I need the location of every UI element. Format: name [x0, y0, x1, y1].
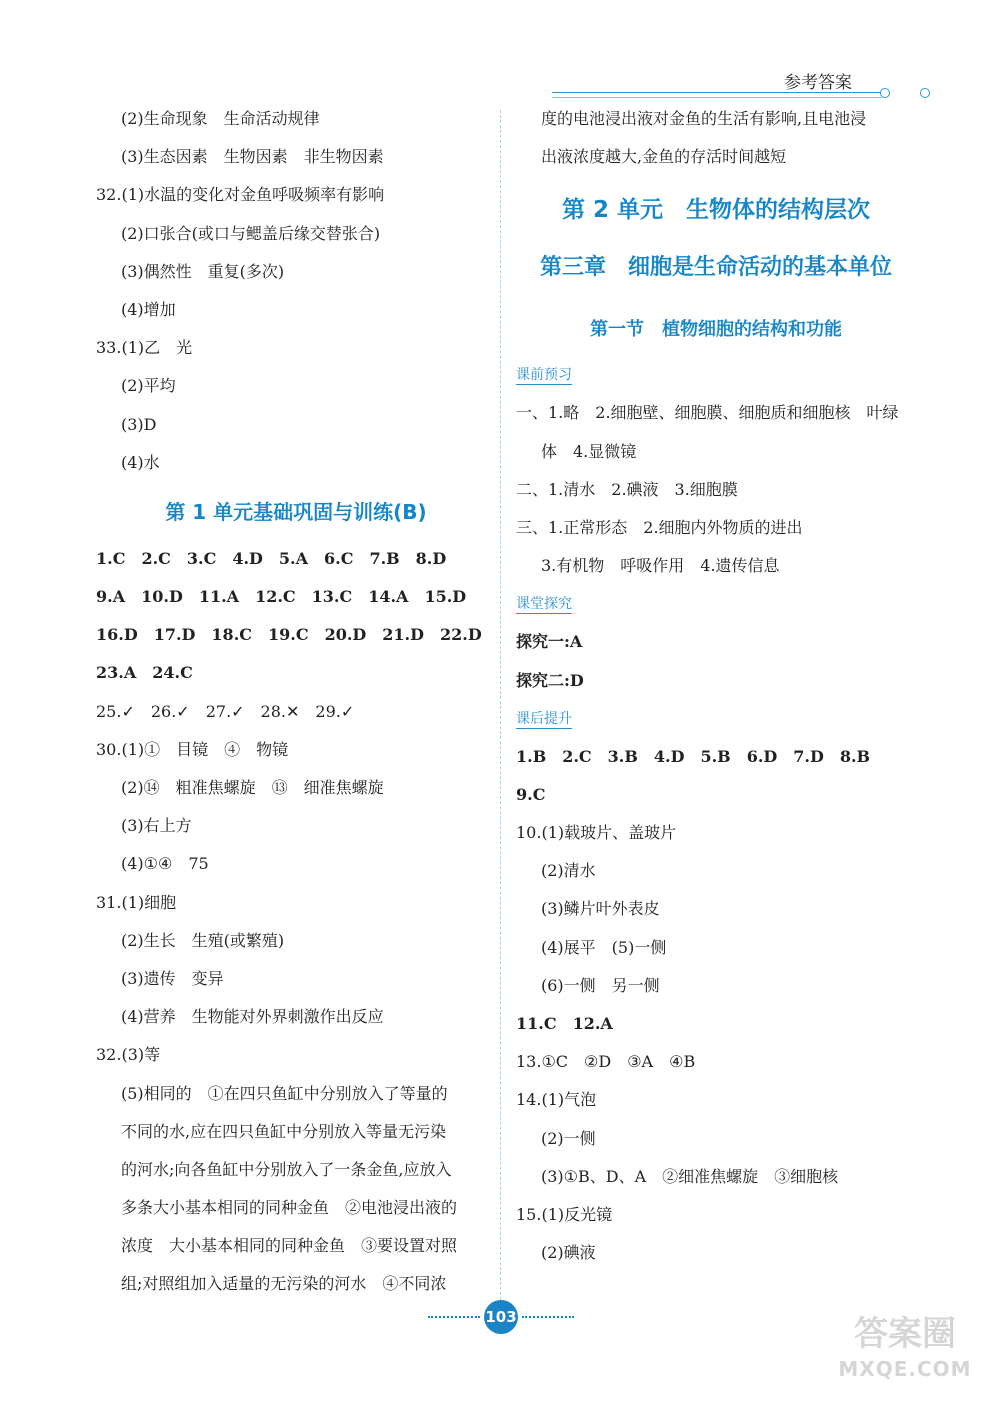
answer-line: (6)一侧 另一侧 — [541, 975, 660, 995]
header-dot — [880, 88, 890, 98]
answer-line: (3)①B、D、A ②细准焦螺旋 ③细胞核 — [541, 1166, 839, 1186]
answer-line: 32.(3)等 — [96, 1045, 161, 1065]
answer-line: (4)展平 (5)一侧 — [541, 937, 667, 957]
answer-line: (2)口张合(或口与鳃盖后缘交替张合) — [121, 223, 381, 243]
answer-line: 30.(1)① 目镜 ④ 物镜 — [96, 739, 289, 759]
tag-preview — [516, 356, 916, 394]
answer-line: (2)生命现象 生命活动规律 — [121, 109, 320, 128]
answer-line: 组;对照组加入适量的无污染的河水 ④不同浓 — [121, 1274, 447, 1294]
answer-line: (4)营养 生物能对外界刺激作出反应 — [121, 1007, 384, 1027]
answer-line: (2)碘液 — [541, 1243, 596, 1263]
answer-line: (3)遗传 变异 — [121, 968, 224, 988]
left-column — [96, 100, 496, 1304]
answer-line: (3)生态因素 生物因素 非生物因素 — [121, 147, 384, 167]
answer-line: 23.A 24.C — [96, 663, 193, 683]
tag-after — [516, 700, 916, 738]
answer-line: 3.有机物 呼吸作用 4.遗传信息 — [541, 556, 780, 576]
answer-line: 14.(1)气泡 — [516, 1090, 597, 1110]
column-divider — [500, 110, 501, 1300]
answer-line: 11.C 12.A — [516, 1014, 613, 1033]
answer-line: 25.✓ 26.✓ 27.✓ 28.✕ 29.✓ — [96, 701, 355, 721]
tag-class-label: 课堂探究 — [516, 596, 572, 613]
header-label: 参考答案 — [784, 73, 852, 93]
answer-line: 15.(1)反光镜 — [516, 1204, 613, 1224]
answer-line: 33.(1)乙 光 — [96, 338, 193, 358]
answer-line: (3)偶然性 重复(多次) — [121, 261, 285, 281]
tag-class — [516, 585, 916, 623]
answer-line: 三、1.正常形态 2.细胞内外物质的进出 — [516, 517, 803, 537]
page-number-dots-left — [428, 1316, 480, 1318]
answer-line: 不同的水,应在四只鱼缸中分别放入等量无污染 — [121, 1121, 447, 1141]
page-number-dots-right — [522, 1316, 574, 1318]
answer-line: 二、1.清水 2.碘液 3.细胞膜 — [516, 479, 738, 499]
answer-line: 16.D 17.D 18.C 19.C 20.D 21.D 22.D — [96, 625, 482, 645]
answer-line: (4)①④ 75 — [121, 854, 209, 874]
answer-line: (3)鳞片叶外表皮 — [541, 899, 660, 919]
answer-line: 1.B 2.C 3.B 4.D 5.B 6.D 7.D 8.B — [516, 746, 871, 766]
answer-line: (4)增加 — [121, 299, 176, 319]
answer-line: (2)平均 — [121, 376, 176, 396]
watermark-top: 答案圈 — [854, 1314, 956, 1354]
answer-line: 探究二:D — [516, 670, 584, 690]
answer-line: (2)⑭ 粗准焦螺旋 ⑬ 细准焦螺旋 — [121, 778, 384, 797]
tag-preview-label: 课前预习 — [516, 367, 572, 384]
answer-line: 1.C 2.C 3.C 4.D 5.A 6.C 7.B 8.D — [96, 548, 447, 568]
chapter-title: 第三章 细胞是生命活动的基本单位 — [539, 255, 892, 281]
answer-line: 体 4.显微镜 — [541, 441, 637, 461]
answer-line: 13.①C ②D ③A ④B — [516, 1052, 696, 1072]
header-rule-thin — [552, 97, 882, 98]
answer-line: 出液浓度越大,金鱼的存活时间越短 — [541, 147, 787, 167]
answer-line: 31.(1)细胞 — [96, 892, 177, 912]
answer-line: (2)清水 — [541, 861, 596, 881]
answer-line: (5)相同的 ①在四只鱼缸中分别放入了等量的 — [121, 1083, 448, 1103]
answer-line: 探究一:A — [516, 632, 583, 652]
unit-title: 第 2 单元 生物体的结构层次 — [561, 197, 871, 224]
section-title: 第 1 单元基础巩固与训练(B) — [165, 499, 427, 524]
section-title: 第一节 植物细胞的结构和功能 — [590, 319, 842, 341]
watermark-bottom: MXQE.COM — [838, 1357, 972, 1381]
watermark-logo — [820, 1312, 990, 1392]
answer-line: 9.A 10.D 11.A 12.C 13.C 14.A 15.D — [96, 587, 467, 607]
answer-line: (3)D — [121, 414, 157, 434]
answer-line: 10.(1)载玻片、盖玻片 — [516, 823, 677, 843]
answer-line: 度的电池浸出液对金鱼的生活有影响,且电池浸 — [541, 109, 867, 128]
right-column — [516, 100, 916, 1272]
answer-line: 多条大小基本相同的同种金鱼 ②电池浸出液的 — [121, 1198, 458, 1218]
answer-line: 一、1.略 2.细胞壁、细胞膜、细胞质和细胞核 叶绿 — [516, 403, 899, 423]
answer-line: 的河水;向各鱼缸中分别放入了一条金鱼,应放入 — [121, 1159, 452, 1179]
tag-after-label: 课后提升 — [516, 710, 572, 727]
answer-line: 9.C — [516, 784, 546, 804]
answer-line: (3)右上方 — [121, 816, 192, 836]
answer-line: 32.(1)水温的变化对金鱼呼吸频率有影响 — [96, 185, 385, 205]
answer-line: 浓度 大小基本相同的同种金鱼 ③要设置对照 — [121, 1236, 458, 1256]
answer-line: (2)一侧 — [541, 1128, 596, 1148]
header-rule — [552, 92, 882, 93]
page-number: 103 — [484, 1300, 518, 1334]
header-dot — [920, 88, 930, 98]
answer-line: (4)水 — [121, 452, 160, 472]
answer-line: (2)生长 生殖(或繁殖) — [121, 930, 285, 950]
